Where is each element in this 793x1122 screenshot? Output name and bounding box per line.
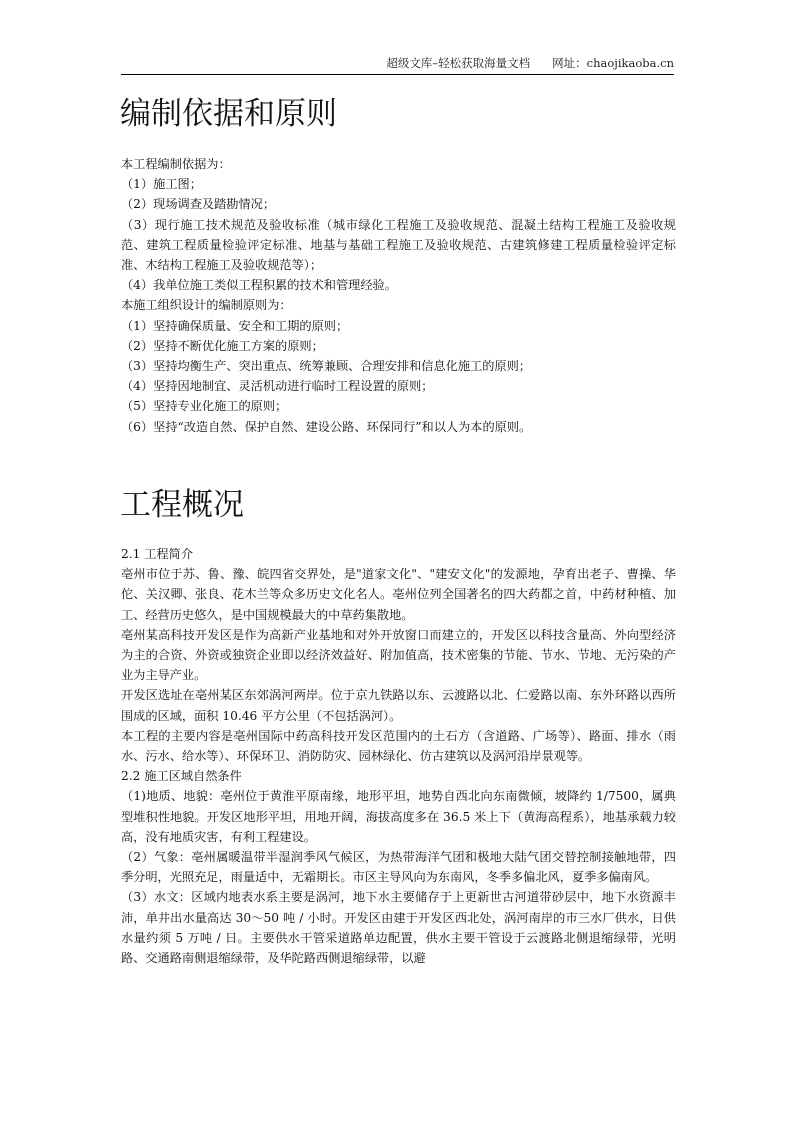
section-title-overview: 工程概况: [120, 487, 244, 523]
subheading: 2.2 施工区域自然条件: [121, 769, 242, 784]
paragraph: 本工程的主要内容是亳州国际中药高科技开发区范围内的土石方（含道路、广场等）、路面、排水（雨水、污水、给水等）、环保环卫、消防防灾、园林绿化、仿古建筑以及涡河沿岸景观等。: [121, 728, 676, 764]
paragraph: （6）坚持“改造自然、保护自然、建设公路、环保同行”和以人为本的原则。: [121, 419, 532, 434]
paragraph: 亳州市位于苏、鲁、豫、皖四省交界处，是"道家文化"、"建安文化"的发源地，孕育出老子、曹操、华佗、关汉卿、张良、花木兰等众多历史文化名人。亳州位列全国著名的四大药都之首，中药材种植、加工、经营历史悠久，是中国规模最大的中草药集散地。: [121, 567, 676, 622]
header-site: 网址：chaojikaoba.cn: [552, 56, 674, 70]
paragraph: （3）现行施工技术规范及验收标准（城市绿化工程施工及验收规范、混凝土结构工程施工及验收规范、建筑工程质量检验评定标准、地基与基础工程施工及验收规范、古建筑修建工程质量检验评定标准、木结构工程施工及验收规范等）；: [121, 217, 676, 273]
paragraph: （2）坚持不断优化施工方案的原则；: [121, 338, 324, 353]
paragraph: （1)地质、地貌：亳州位于黄淮平原南缘，地形平坦，地势自西北向东南微倾，坡降约 1/7500，属典型堆积性地貌。开发区地形平坦，用地开阔，海拔高度多在 36.5 米上下（黄海高程系），地基承载力较高，没有地质灾害，有利工程建设。: [121, 789, 676, 844]
paragraph: 亳州某高科技开发区是作为高新产业基地和对外开放窗口而建立的，开发区以科技含量高、外向型经济为主的合资、外资或独资企业即以经济效益好、附加值高，技术密集的节能、节水、节地、无污染的产业为主导产业。: [121, 627, 676, 683]
header-slogan: 超级文库–轻松获取海量文档: [386, 56, 531, 70]
paragraph: （5）坚持专业化施工的原则；: [121, 399, 288, 414]
section-title-basis: 编制依据和原则: [120, 96, 337, 132]
paragraph: 本施工组织设计的编制原则为：: [121, 298, 292, 313]
paragraph: （4）我单位施工类似工程积累的技术和管理经验。: [121, 278, 397, 293]
subheading: 2.1 工程简介: [121, 547, 194, 561]
paragraph: （2）现场调查及踏勘情况；: [121, 197, 276, 212]
paragraph: （3）坚持均衡生产、突出重点、统筹兼顾、合理安排和信息化施工的原则；: [121, 359, 531, 374]
paragraph: 开发区选址在亳州某区东郊涡河两岸。位于京九铁路以东、云渡路以北、仁爱路以南、东外环路以西所围成的区域，面积 10.46 平方公里（不包括涡河）。: [121, 688, 676, 723]
page-header: [121, 56, 674, 75]
section-basis-body: [121, 154, 676, 437]
paragraph: （4）坚持因地制宜、灵活机动进行临时工程设置的原则；: [121, 379, 434, 394]
paragraph: （1）坚持确保质量、安全和工期的原则；: [121, 318, 349, 333]
paragraph: 本工程编制依据为：: [121, 157, 231, 171]
section-overview-body: [121, 544, 676, 968]
paragraph: （3）水文：区域内地表水系主要是涡河，地下水主要储存于上更新世古河道带砂层中，地下水资源丰沛，单井出水量高达 30～50 吨 / 小时。开发区由建于开发区西北处，涡河南岸的市三水厂供水，日供水量约须 5 万吨 / 日。主要供水干管采道路单边配置，供水主要干管设于云渡路北侧退缩绿带，光明路、交通路南侧退缩绿带，及华陀路西侧退缩绿带，以避: [121, 890, 676, 966]
paragraph: （2）气象：亳州属暖温带半湿润季风气候区，为热带海洋气团和极地大陆气团交替控制接触地带，四季分明，光照充足，雨量适中，无霜期长。市区主导风向为东南风，冬季多偏北风，夏季多偏南风。: [121, 850, 676, 885]
paragraph: （1）施工图；: [121, 177, 202, 192]
